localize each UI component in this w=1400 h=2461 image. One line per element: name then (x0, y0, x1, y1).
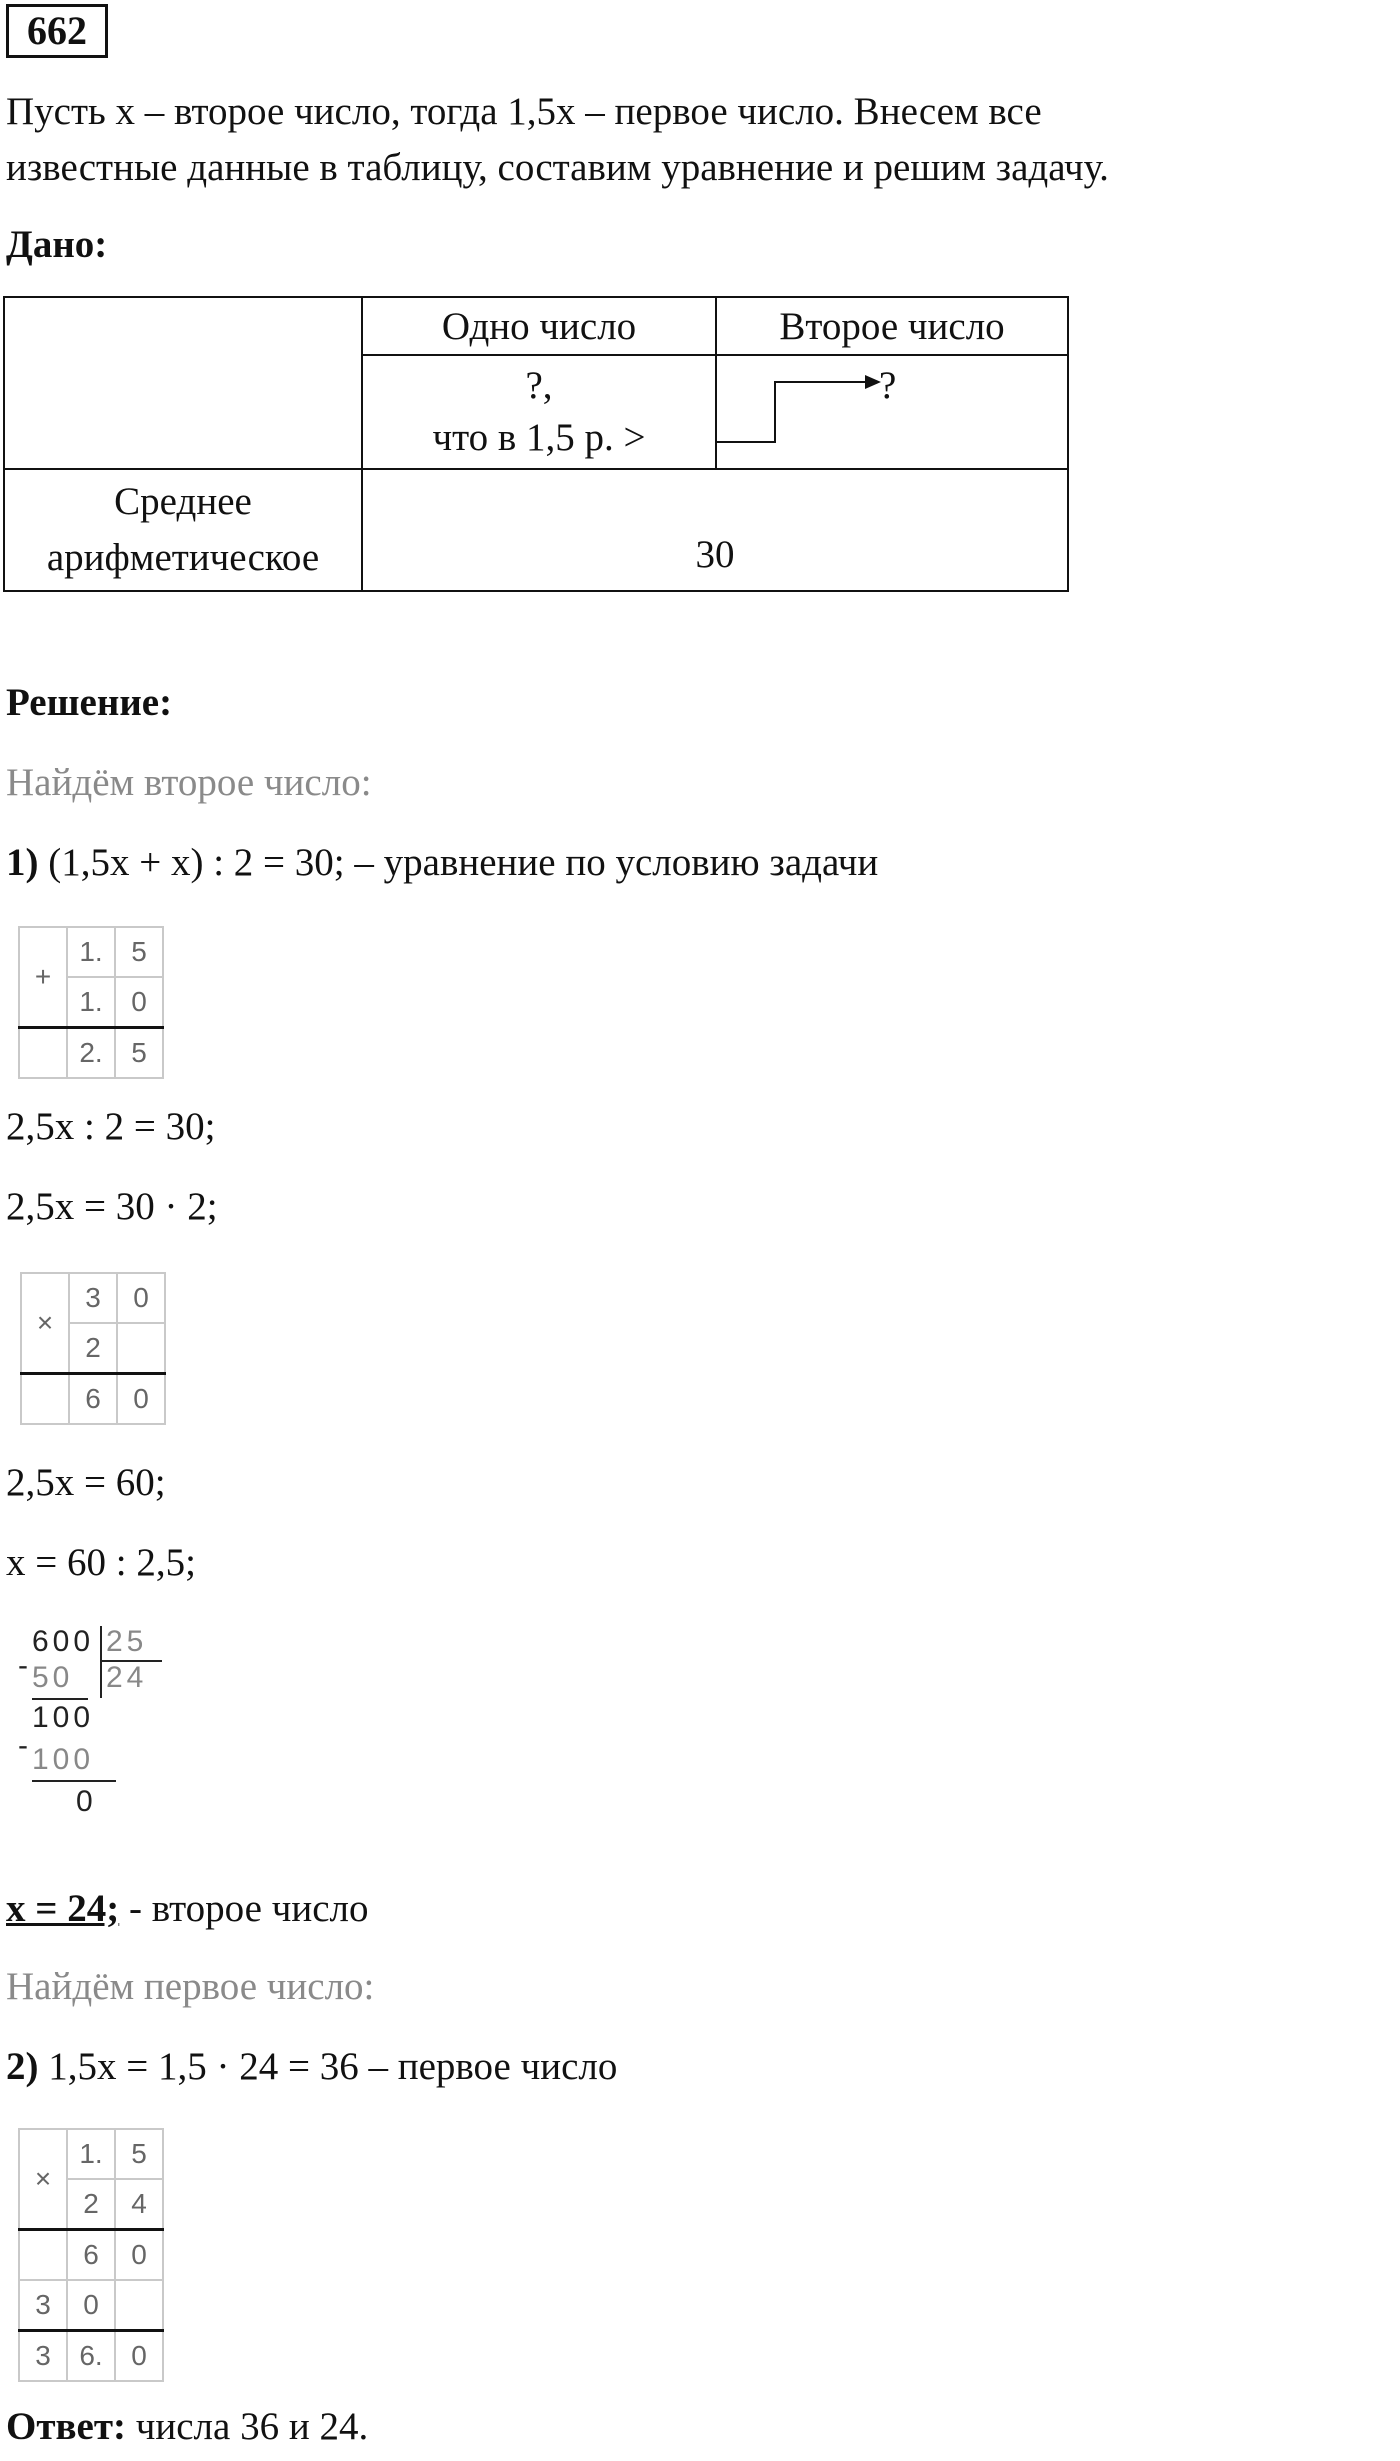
table-row-average-label (4, 469, 362, 591)
calc-cell: 6. (67, 2331, 115, 2382)
calc-cell (19, 1028, 67, 1079)
one-number-relation: что в 1,5 р. > (432, 416, 646, 459)
calc-cell (117, 1323, 165, 1374)
calc-cell: 1. (67, 977, 115, 1028)
calc-row (19, 2331, 163, 2382)
calc-cell: × (21, 1273, 69, 1374)
division-subtrahend-2: 100 (32, 1743, 95, 1776)
result-x-note: - второе число (119, 1887, 369, 1930)
table-empty-cell (4, 297, 362, 469)
average-label-line-2: арифметическое (46, 536, 320, 579)
calc-cell (19, 2230, 67, 2281)
calc-cell (21, 1374, 69, 1425)
calc-row (21, 1273, 165, 1323)
answer (6, 2404, 368, 2450)
calc-cell: 0 (117, 1273, 165, 1323)
equation-5: x = 60 : 2,5; (6, 1541, 196, 1584)
calc-row (19, 2280, 163, 2331)
division-divisor: 25 (106, 1625, 148, 1658)
division-line-2 (32, 1780, 116, 1782)
division-quotient: 24 (106, 1661, 148, 1694)
intro-line-1: Пусть x – второе число, тогда 1,5x – первое число. Внесем все (6, 90, 1042, 133)
step-1 (6, 840, 878, 886)
average-label-line-1: Среднее (114, 480, 252, 523)
long-division (14, 1624, 174, 1844)
calc-row (21, 1374, 165, 1425)
calc-row (19, 927, 163, 977)
problem-number: 662 (6, 4, 108, 58)
calc-cell: 0 (115, 977, 163, 1028)
step-2 (6, 2044, 617, 2090)
multiplication-calc-2 (18, 2128, 164, 2382)
calc-cell: 5 (115, 927, 163, 977)
calc-cell: 1. (67, 927, 115, 977)
division-bar-vertical (100, 1626, 102, 1698)
calc-cell: 3 (19, 2331, 67, 2382)
calc-cell: 2. (67, 1028, 115, 1079)
calc-cell: 4 (115, 2179, 163, 2230)
result-second-number (6, 1886, 368, 1932)
calc-cell: 0 (117, 1374, 165, 1425)
equation-3: 2,5x = 30 · 2; (6, 1185, 218, 1228)
step-2-equation: 1,5x = 1,5 · 24 = 36 – первое число (48, 2045, 618, 2088)
one-number-question: ?, (525, 364, 553, 407)
table-average-value: 30 (362, 469, 1068, 591)
division-remainder-1: 100 (32, 1701, 95, 1734)
equation-4: 2,5x = 60; (6, 1461, 166, 1504)
result-x-value: x = 24; (6, 1887, 120, 1930)
division-minus-sign: - (18, 1729, 32, 1762)
second-number-question: ? (879, 364, 897, 407)
table-header-second-number: Второе число (716, 297, 1068, 355)
equation-2: 2,5x : 2 = 30; (6, 1105, 216, 1148)
calc-cell: 2 (69, 1323, 117, 1374)
calc-cell: 3 (19, 2280, 67, 2331)
answer-label: Ответ: (6, 2405, 127, 2448)
calc-cell: + (19, 927, 67, 1028)
addition-calc (18, 926, 164, 1079)
calc-cell: 0 (115, 2230, 163, 2281)
division-minus-sign: - (18, 1649, 32, 1682)
calc-cell: 1. (67, 2129, 115, 2179)
step-1-number: 1) (6, 841, 39, 884)
hint-find-second: Найдём второе число: (6, 761, 372, 804)
calc-cell: 6 (67, 2230, 115, 2281)
calc-cell: 3 (69, 1273, 117, 1323)
solution-label: Решение: (6, 681, 173, 724)
calc-cell: 0 (67, 2280, 115, 2331)
multiplication-calc-1 (20, 1272, 166, 1425)
calc-cell: 5 (115, 1028, 163, 1079)
calc-cell (115, 2280, 163, 2331)
division-subtrahend-1: 50 (32, 1661, 74, 1694)
table-cell-one-number-value (362, 355, 716, 469)
step-1-equation: (1,5x + x) : 2 = 30; – уравнение по условию задачи (48, 841, 879, 884)
step-2-number: 2) (6, 2045, 39, 2088)
calc-row (19, 2129, 163, 2179)
division-dividend: 600 (32, 1625, 95, 1658)
calc-row (19, 2230, 163, 2281)
calc-cell: × (19, 2129, 67, 2230)
table-header-one-number: Одно число (362, 297, 716, 355)
intro-line-2: известные данные в таблицу, составим уравнение и решим задачу. (6, 146, 1109, 189)
calc-cell: 5 (115, 2129, 163, 2179)
given-table (3, 296, 1069, 592)
calc-cell: 2 (67, 2179, 115, 2230)
given-label: Дано: (6, 223, 108, 266)
division-remainder-2: 0 (76, 1785, 97, 1818)
calc-row (19, 1028, 163, 1079)
hint-find-first: Найдём первое число: (6, 1965, 375, 2008)
calc-cell: 6 (69, 1374, 117, 1425)
answer-text: числа 36 и 24. (126, 2405, 369, 2448)
calc-cell: 0 (115, 2331, 163, 2382)
table-cell-second-number-value (716, 355, 1068, 469)
